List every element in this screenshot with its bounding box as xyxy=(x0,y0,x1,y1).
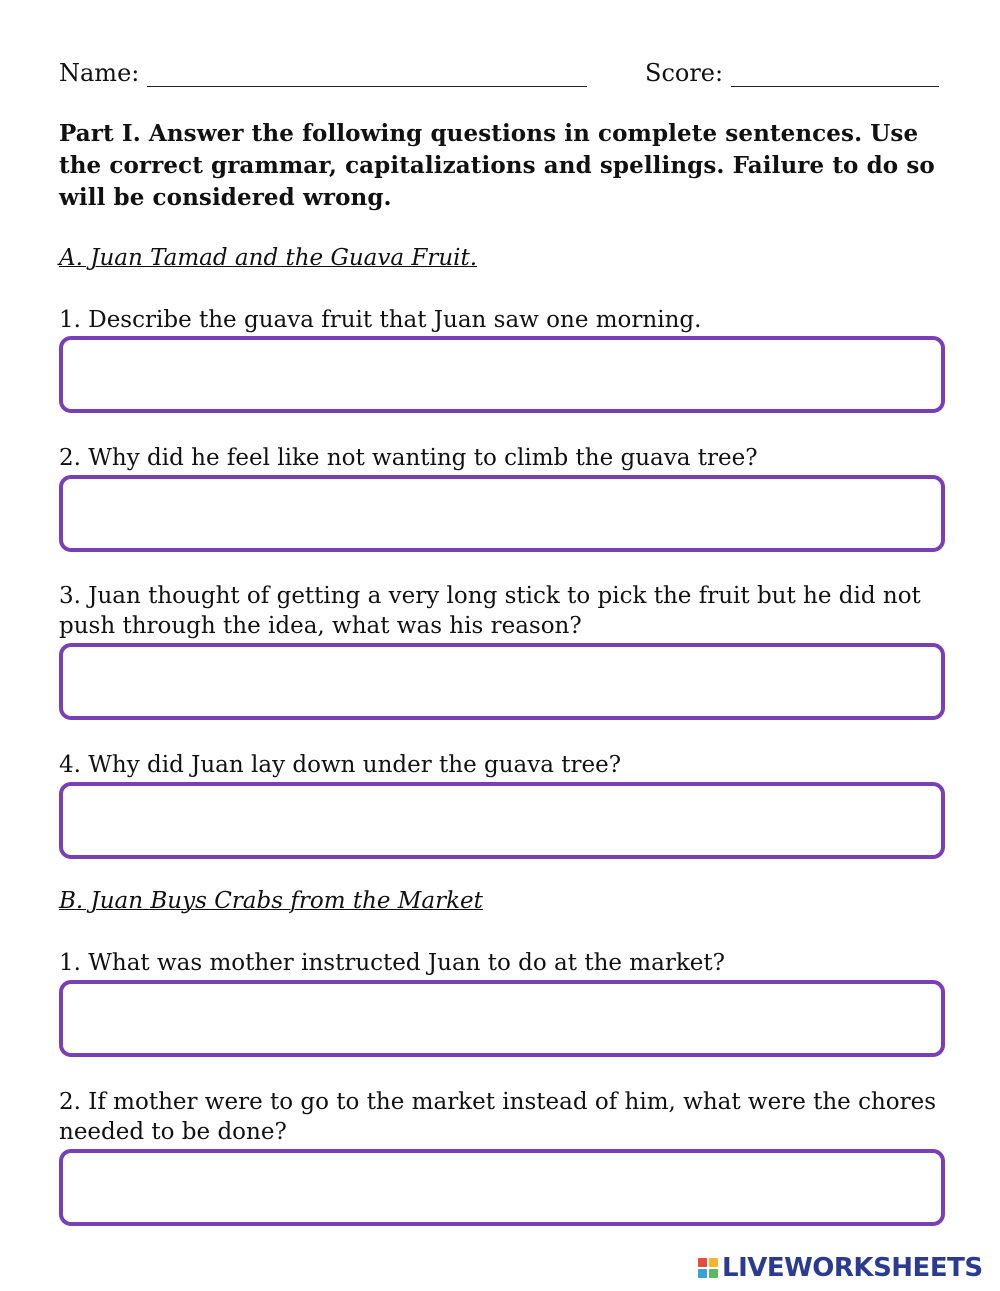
question-a1: 1. Describe the guava fruit that Juan saw one morning. xyxy=(59,307,702,333)
name-label: Name: xyxy=(59,59,140,87)
answer-box-b1[interactable] xyxy=(59,980,945,1057)
question-a3: 3. Juan thought of getting a very long stick to pick the fruit but he did not push through the idea, what was his reason? xyxy=(59,583,921,639)
section-a-title: A. Juan Tamad and the Guava Fruit. xyxy=(59,245,478,271)
liveworksheets-logo xyxy=(698,1253,983,1283)
name-line[interactable] xyxy=(147,58,587,87)
answer-box-a1[interactable] xyxy=(59,336,945,413)
score-field xyxy=(645,58,939,87)
question-b2: 2. If mother were to go to the market instead of him, what were the chores needed to be done? xyxy=(59,1089,937,1145)
logo-text: LIVEWORKSHEETS xyxy=(722,1253,983,1283)
question-b1: 1. What was mother instructed Juan to do at the market? xyxy=(59,950,725,976)
score-line[interactable] xyxy=(731,58,939,87)
instructions: Part I. Answer the following questions in complete sentences. Use the correct grammar, capitalizations and spellings. Failure to do so will be considered wrong. xyxy=(59,120,935,211)
logo-blocks-icon xyxy=(698,1258,718,1278)
question-a4: 4. Why did Juan lay down under the guava tree? xyxy=(59,752,622,778)
answer-box-b2[interactable] xyxy=(59,1149,945,1226)
name-field xyxy=(59,58,587,87)
answer-box-a2[interactable] xyxy=(59,475,945,552)
answer-box-a3[interactable] xyxy=(59,643,945,720)
answer-box-a4[interactable] xyxy=(59,782,945,859)
question-a2: 2. Why did he feel like not wanting to climb the guava tree? xyxy=(59,445,758,471)
section-b-title: B. Juan Buys Crabs from the Market xyxy=(59,888,483,914)
score-label: Score: xyxy=(645,59,724,87)
